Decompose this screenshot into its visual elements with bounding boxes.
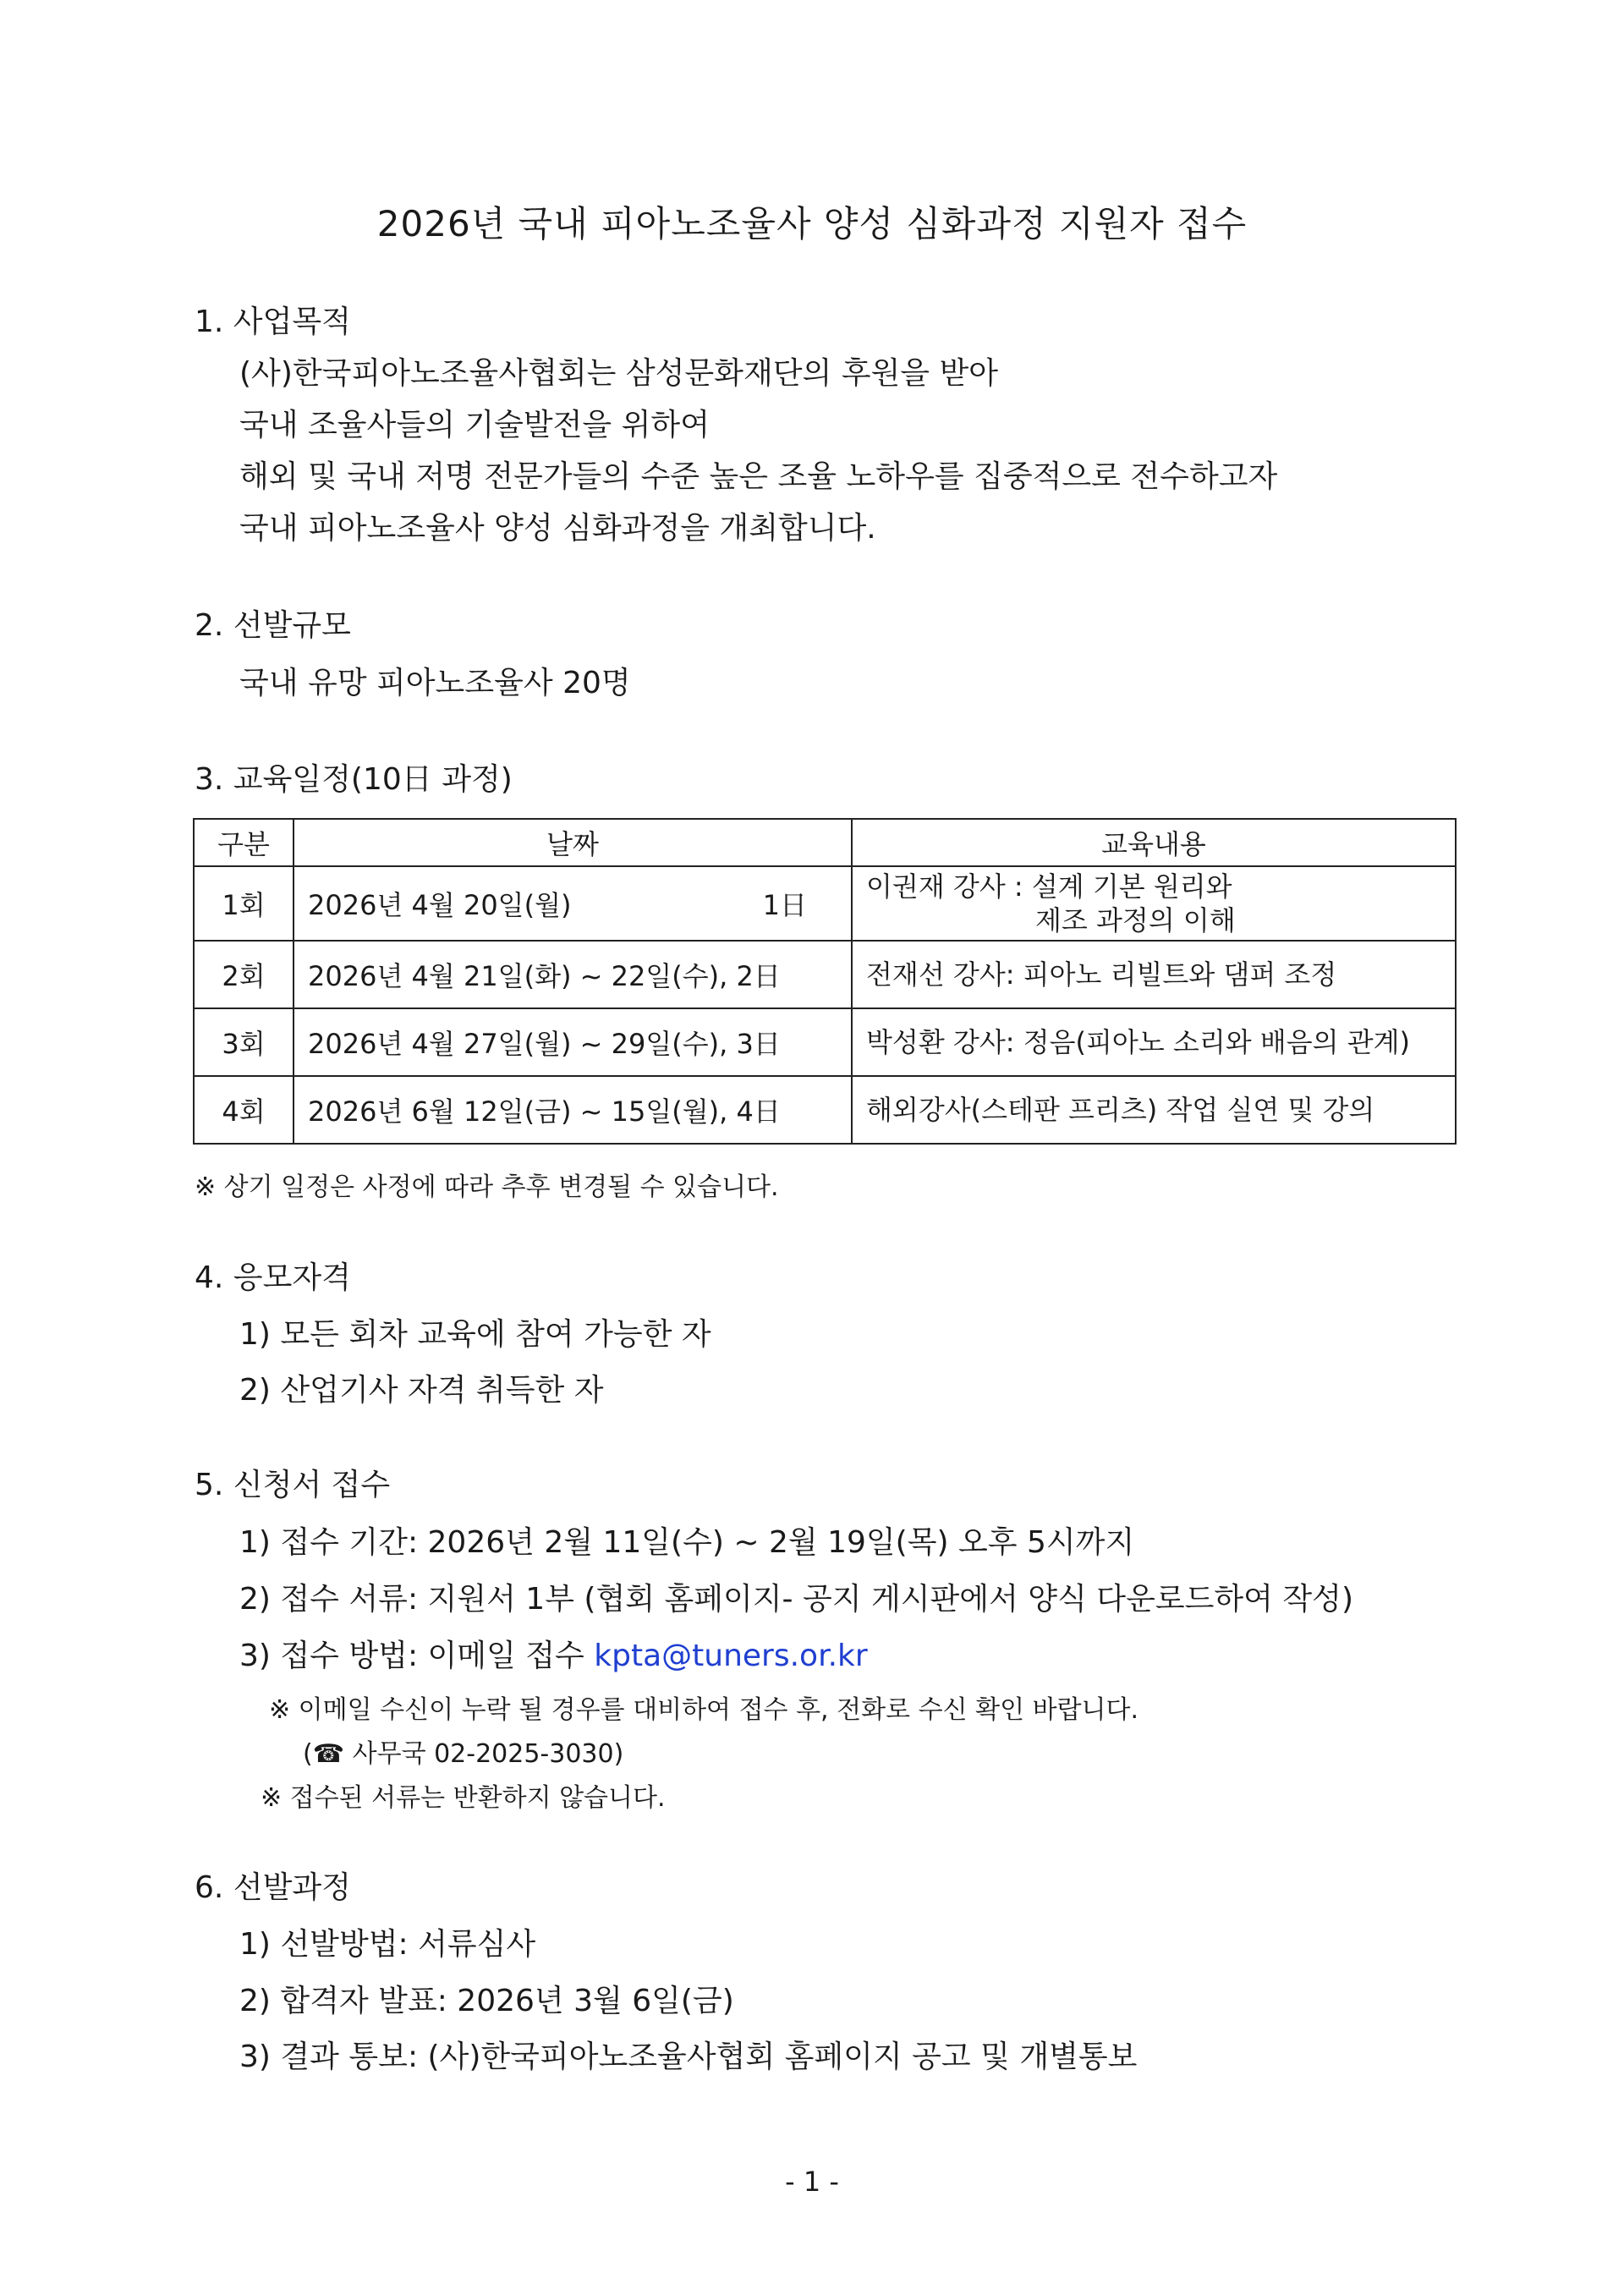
schedule-table [193, 818, 1457, 1145]
column-header-round: 구분 [194, 819, 294, 866]
selection-item: 3) 결과 통보: (사)한국피아노조율사협회 홈페이지 공고 및 개별통보 [239, 2040, 1138, 2074]
application-method [239, 1632, 868, 1675]
page-number: - 1 - [785, 2166, 839, 2198]
date-text: 2026년 4월 27일(월) ~ 29일(수), 3日 [308, 1028, 781, 1060]
round-cell: 1회 [194, 866, 294, 941]
purpose-line: 국내 피아노조율사 양성 심화과정을 개최합니다. [239, 511, 876, 546]
date-text: 2026년 6월 12일(금) ~ 15일(월), 4日 [308, 1095, 781, 1128]
column-header-date: 날짜 [294, 819, 852, 866]
section-scale-heading: 2. 선발규모 [195, 608, 351, 643]
email-note: ※ 이메일 수신이 누락 될 경우를 대비하여 접수 후, 전화로 수신 확인 바랍니다. [269, 1695, 1139, 1725]
application-method-label: 3) 접수 방법: 이메일 접수 [239, 1639, 595, 1673]
days-text: 1日 [762, 889, 807, 921]
column-header-content: 교육내용 [852, 819, 1456, 866]
purpose-line: (사)한국피아노조율사협회는 삼성문화재단의 후원을 받아 [239, 356, 999, 391]
purpose-line: 해외 및 국내 저명 전문가들의 수준 높은 조율 노하우를 집중적으로 전수하고자 [239, 459, 1278, 494]
date-cell [294, 1076, 852, 1144]
section-eligibility-heading: 4. 응모자격 [195, 1260, 351, 1295]
eligibility-item: 1) 모든 회차 교육에 참여 가능한 자 [239, 1317, 711, 1352]
content-line: 제조 과정의 이해 [1035, 904, 1236, 936]
section-application-heading: 5. 신청서 접수 [195, 1468, 391, 1502]
content-cell: 전재선 강사: 피아노 리빌트와 댐퍼 조정 [852, 941, 1456, 1008]
date-cell [294, 866, 852, 941]
table-row [194, 1008, 1456, 1076]
page-title: 2026년 국내 피아노조율사 양성 심화과정 지원자 접수 [376, 203, 1248, 244]
date-text: 2026년 4월 21일(화) ~ 22일(수), 2日 [308, 960, 781, 992]
content-cell [852, 866, 1456, 941]
content-line: 이권재 강사 : 설계 기본 원리와 [866, 870, 1232, 903]
schedule-note: ※ 상기 일정은 사정에 따라 추후 변경될 수 있습니다. [195, 1172, 779, 1202]
documents-note: ※ 접수된 서류는 반환하지 않습니다. [261, 1783, 666, 1813]
round-cell: 4회 [194, 1076, 294, 1144]
date-cell [294, 1008, 852, 1076]
application-period: 1) 접수 기간: 2026년 2월 11일(수) ~ 2월 19일(목) 오후 5시까지 [239, 1525, 1135, 1560]
table-row [194, 941, 1456, 1008]
table-row [194, 866, 1456, 941]
round-cell: 3회 [194, 1008, 294, 1076]
table-header-row [194, 819, 1456, 866]
scale-line: 국내 유망 피아노조율사 20명 [239, 666, 631, 700]
date-text: 2026년 4월 20일(월) [308, 889, 572, 921]
content-cell: 박성환 강사: 정음(피아노 소리와 배음의 관계) [852, 1008, 1456, 1076]
selection-item: 2) 합격자 발표: 2026년 3월 6일(금) [239, 1984, 734, 2018]
selection-item: 1) 선발방법: 서류심사 [239, 1927, 536, 1962]
eligibility-item: 2) 산업기사 자격 취득한 자 [239, 1373, 604, 1408]
table-row [194, 1076, 1456, 1144]
content-cell: 해외강사(스테판 프리츠) 작업 실연 및 강의 [852, 1076, 1456, 1144]
section-schedule-heading: 3. 교육일정(10日 과정) [195, 762, 513, 797]
section-purpose-heading: 1. 사업목적 [195, 305, 351, 339]
application-documents: 2) 접수 서류: 지원서 1부 (협회 홈페이지- 공지 게시판에서 양식 다운로드하여 작성) [239, 1582, 1353, 1617]
purpose-line: 국내 조율사들의 기술발전을 위하여 [239, 408, 710, 442]
phone-contact: (☎ 사무국 02-2025-3030) [303, 1739, 624, 1769]
section-selection-heading: 6. 선발과정 [195, 1870, 351, 1905]
email-link[interactable]: kpta@tuners.or.kr [594, 1639, 868, 1673]
round-cell: 2회 [194, 941, 294, 1008]
date-cell [294, 941, 852, 1008]
